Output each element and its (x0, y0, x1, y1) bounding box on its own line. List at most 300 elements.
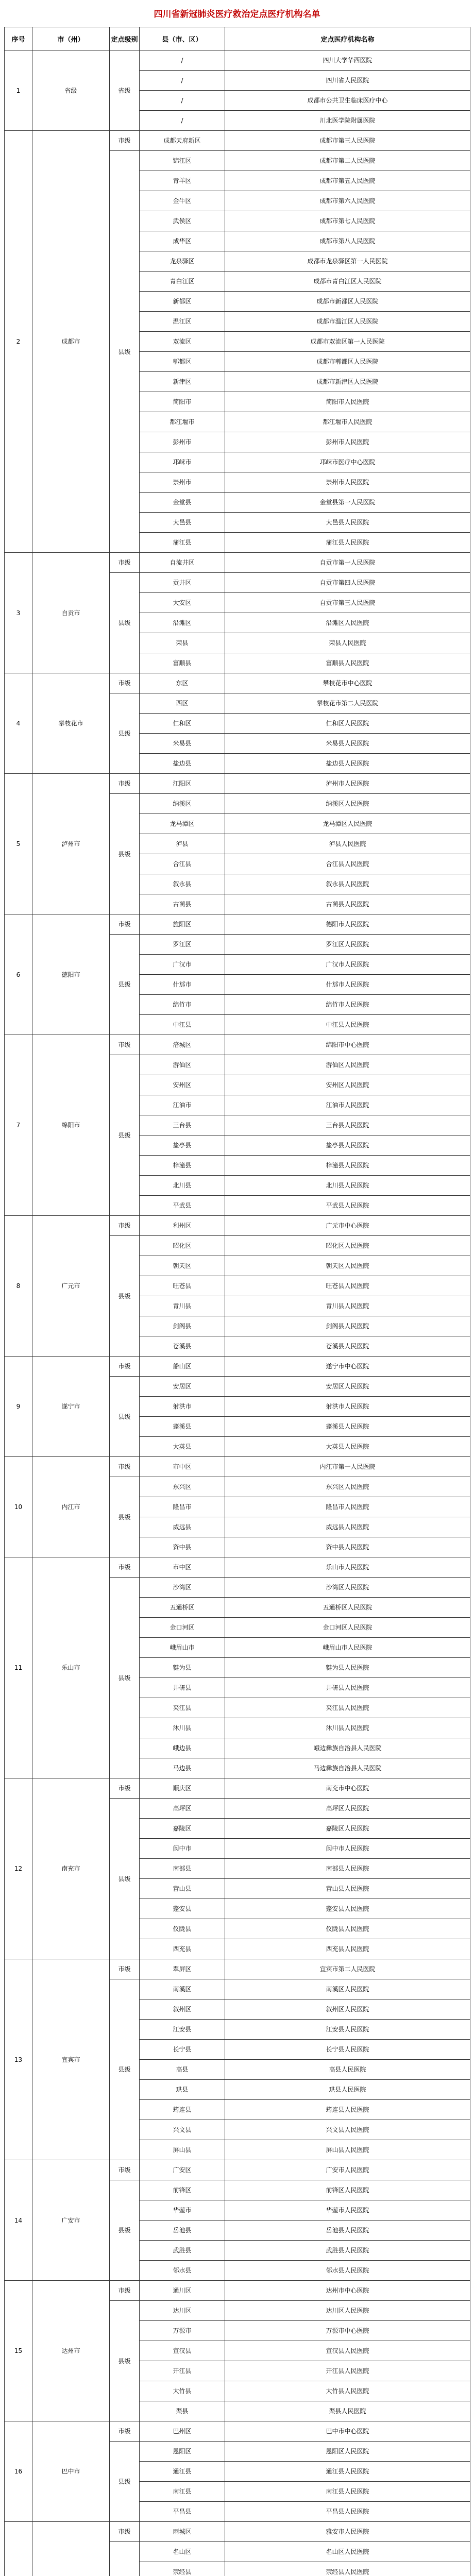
level-cell-text: 市级 (118, 1785, 131, 1792)
district-cell-text: 彭州市 (173, 438, 192, 446)
hospital-cell (225, 1658, 470, 1678)
hospital-cell-text: 合江县人民医院 (326, 860, 369, 868)
hospital-cell (225, 1075, 470, 1095)
hospital-table-container (4, 27, 470, 2576)
level-cell (110, 2542, 140, 2576)
hospital-cell-text: 岳池县人民医院 (326, 2227, 369, 2234)
hospital-cell (225, 1115, 470, 1136)
district-cell-text: 青白江区 (170, 278, 195, 285)
district-cell-text: 游仙区 (173, 1061, 192, 1069)
district-cell (140, 1397, 225, 1417)
district-cell-text: 旌阳区 (173, 921, 192, 928)
hospital-cell-text: 成都市公共卫生临床医疗中心 (307, 97, 388, 104)
hospital-cell (225, 2281, 470, 2301)
row-number-cell (5, 774, 32, 914)
level-cell (110, 2160, 140, 2180)
district-cell (140, 352, 225, 372)
hospital-cell (225, 2482, 470, 2502)
district-cell-text: 平昌县 (173, 2508, 192, 2515)
row-number-cell-text: 14 (14, 2216, 23, 2224)
district-cell (140, 2200, 225, 2221)
row-number-cell-text: 11 (14, 1664, 23, 1671)
district-cell-text: 隆昌市 (173, 1503, 192, 1511)
hospital-cell (225, 874, 470, 894)
level-cell-text: 县级 (118, 730, 131, 737)
level-cell-text: 县级 (118, 1513, 131, 1521)
district-cell (140, 1517, 225, 1537)
district-cell-text: 双流区 (173, 338, 192, 345)
district-cell-text: 沙湾区 (173, 1584, 192, 1591)
district-cell-text: 新津区 (173, 378, 192, 385)
level-cell-text: 市级 (118, 1222, 131, 1229)
district-cell (140, 754, 225, 774)
district-cell-text: / (181, 117, 183, 124)
district-cell (140, 573, 225, 593)
hospital-cell-text: 资中县人民医院 (326, 1544, 369, 1551)
city-cell (32, 1457, 110, 1557)
level-cell-text: 市级 (118, 2287, 131, 2294)
city-cell (32, 1216, 110, 1357)
hospital-cell-text: 南部县人民医院 (326, 1865, 369, 1872)
district-cell-text: 涪城区 (173, 1041, 192, 1048)
city-cell (32, 2421, 110, 2522)
district-cell-text: 安居区 (173, 1383, 192, 1390)
hospital-cell-text: 泸县人民医院 (329, 840, 366, 848)
district-cell (140, 1216, 225, 1236)
hospital-cell (225, 1397, 470, 1417)
city-cell-text: 南充市 (61, 1865, 80, 1872)
table-row (5, 774, 470, 794)
district-cell-text: 宣汉县 (173, 2347, 192, 2354)
hospital-cell (225, 1316, 470, 1336)
district-cell-text: 五通桥区 (170, 1604, 195, 1611)
district-cell (140, 894, 225, 914)
district-cell (140, 1075, 225, 1095)
district-cell (140, 1999, 225, 2020)
hospital-cell (225, 2421, 470, 2442)
district-cell-text: 苍溪县 (173, 1343, 192, 1350)
district-cell-text: 射洪市 (173, 1403, 192, 1410)
district-cell (140, 2482, 225, 2502)
hospital-cell-text: 邻水县人民医院 (326, 2267, 369, 2274)
hospital-cell-text: 罗江区人民医院 (326, 941, 369, 948)
row-number-cell-text: 3 (16, 609, 21, 617)
district-cell-text: 船山区 (173, 1363, 192, 1370)
hospital-cell (225, 251, 470, 272)
district-cell (140, 111, 225, 131)
district-cell (140, 2221, 225, 2241)
hospital-cell (225, 1758, 470, 1778)
district-cell (140, 2100, 225, 2120)
district-cell (140, 2522, 225, 2542)
district-cell-text: 东兴区 (173, 1483, 192, 1490)
district-cell-text: 江油市 (173, 1101, 192, 1109)
hospital-cell (225, 935, 470, 955)
district-cell-text: 青羊区 (173, 177, 192, 184)
district-cell-text: 龙马潭区 (170, 820, 195, 827)
hospital-cell (225, 513, 470, 533)
level-cell (110, 1216, 140, 1236)
level-cell-text: 市级 (118, 137, 131, 144)
district-cell (140, 1899, 225, 1919)
hospital-cell (225, 955, 470, 975)
district-cell (140, 2421, 225, 2442)
hospital-cell (225, 432, 470, 452)
district-cell-text: 沐川县 (173, 1724, 192, 1732)
district-cell (140, 1156, 225, 1176)
table-row (5, 2522, 470, 2542)
hospital-cell-text: 宣汉县人民医院 (326, 2347, 369, 2354)
row-number-cell (5, 914, 32, 1035)
district-cell (140, 633, 225, 653)
district-cell-text: 马边县 (173, 1765, 192, 1772)
hospital-cell-text: 简阳市人民医院 (326, 398, 369, 405)
hospital-cell (225, 2462, 470, 2482)
hospital-cell (225, 1999, 470, 2020)
district-cell (140, 2401, 225, 2421)
district-cell (140, 151, 225, 171)
district-cell (140, 834, 225, 854)
district-cell-text: 市中区 (173, 1564, 192, 1571)
row-number-cell-text: 5 (16, 840, 21, 848)
district-cell (140, 2120, 225, 2140)
hospital-cell-text: 夹江县人民医院 (326, 1704, 369, 1711)
hospital-cell-text: 峨眉山市人民医院 (323, 1644, 373, 1651)
hospital-cell-text: 什邡市人民医院 (326, 981, 369, 988)
hospital-cell (225, 2361, 470, 2381)
district-cell (140, 794, 225, 814)
row-number-cell-text: 15 (14, 2347, 23, 2354)
district-cell-text: 蓬安县 (173, 1905, 192, 1912)
hospital-cell (225, 1899, 470, 1919)
hospital-cell (225, 1517, 470, 1537)
district-cell (140, 251, 225, 272)
district-cell (140, 1839, 225, 1859)
district-cell-text: 绵竹市 (173, 1001, 192, 1008)
city-cell (32, 1557, 110, 1778)
hospital-cell-text: 成都市新津区人民医院 (316, 378, 379, 385)
district-cell (140, 2241, 225, 2261)
hospital-cell-text: 苍溪县人民医院 (326, 1343, 369, 1350)
table-row (5, 1778, 470, 1799)
district-cell (140, 1477, 225, 1497)
hospital-cell-text: 前锋区人民医院 (326, 2187, 369, 2194)
hospital-cell-text: 绵竹市人民医院 (326, 1001, 369, 1008)
hospital-cell (225, 131, 470, 151)
district-cell (140, 995, 225, 1015)
hospital-cell-text: 朝天区人民医院 (326, 1262, 369, 1269)
district-cell (140, 1457, 225, 1477)
district-cell (140, 2462, 225, 2482)
hospital-cell-text: 巴中市中心医院 (326, 2428, 369, 2435)
district-cell (140, 2261, 225, 2281)
hospital-cell-text: 井研县人民医院 (326, 1684, 369, 1691)
hospital-cell-text: 大邑县人民医院 (326, 519, 369, 526)
level-cell (110, 2442, 140, 2522)
hospital-cell (225, 1718, 470, 1738)
city-cell (32, 1357, 110, 1457)
level-cell-text: 县级 (118, 2478, 131, 2485)
level-cell-text: 县级 (118, 2227, 131, 2234)
district-cell-text: 大英县 (173, 1443, 192, 1450)
row-number-cell-text: 12 (14, 1865, 23, 1872)
hospital-cell-text: 嘉陵区人民医院 (326, 1825, 369, 1832)
hospital-cell (225, 1236, 470, 1256)
hospital-cell-text: 大英县人民医院 (326, 1443, 369, 1450)
level-cell (110, 693, 140, 774)
district-cell (140, 1879, 225, 1899)
hospital-cell-text: 珙县人民医院 (329, 2086, 366, 2093)
hospital-cell-text: 长宁县人民医院 (326, 2046, 369, 2053)
district-cell-text: 梓潼县 (173, 1162, 192, 1169)
district-cell (140, 1758, 225, 1778)
hospital-cell-text: 南江县人民医院 (326, 2488, 369, 2495)
row-number-cell-text: 16 (14, 2468, 23, 2475)
hospital-cell-text: 成都市第二人民医院 (319, 157, 376, 164)
city-cell-text: 自贡市 (61, 609, 80, 617)
hospital-cell-text: 通江县人民医院 (326, 2468, 369, 2475)
district-cell (140, 1055, 225, 1075)
hospital-cell-text: 高县人民医院 (329, 2066, 366, 2073)
hospital-cell-text: 叙州区人民医院 (326, 2006, 369, 2013)
hospital-cell-text: 自贡市第三人民医院 (319, 599, 376, 606)
hospital-cell (225, 352, 470, 372)
hospital-cell (225, 1256, 470, 1276)
district-cell (140, 1336, 225, 1357)
level-cell (110, 2301, 140, 2421)
district-cell (140, 1276, 225, 1296)
hospital-cell-text: 自贡市第一人民医院 (319, 559, 376, 566)
hospital-cell-text: 兴文县人民医院 (326, 2126, 369, 2133)
hospital-cell-text: 筠连县人民医院 (326, 2106, 369, 2113)
district-cell (140, 1377, 225, 1397)
district-cell (140, 1196, 225, 1216)
hospital-cell (225, 50, 470, 71)
hospital-cell (225, 653, 470, 673)
level-cell-text: 市级 (118, 2428, 131, 2435)
district-cell (140, 2502, 225, 2522)
district-cell-text: 富顺县 (173, 659, 192, 667)
district-cell (140, 613, 225, 633)
district-cell (140, 533, 225, 553)
district-cell (140, 312, 225, 332)
hospital-cell (225, 1055, 470, 1075)
hospital-cell-text: 成都市第八人民医院 (319, 238, 376, 245)
row-number-cell-text: 9 (16, 1403, 21, 1410)
city-cell (32, 50, 110, 131)
hospital-cell-text: 万源市中心医院 (326, 2327, 369, 2334)
district-cell (140, 714, 225, 734)
hospital-cell-text: 三台县人民医院 (326, 1122, 369, 1129)
hospital-cell-text: 营山县人民医院 (326, 1885, 369, 1892)
hospital-cell (225, 1196, 470, 1216)
district-cell-text: 夹江县 (173, 1704, 192, 1711)
row-number-cell (5, 131, 32, 553)
hospital-cell (225, 151, 470, 171)
district-cell-text: 安州区 (173, 1081, 192, 1089)
table-row (5, 2421, 470, 2442)
district-cell (140, 1979, 225, 1999)
hospital-cell-text: 平昌县人民医院 (326, 2508, 369, 2515)
district-cell (140, 2160, 225, 2180)
hospital-cell (225, 1859, 470, 1879)
district-cell (140, 1256, 225, 1276)
row-number-cell (5, 2421, 32, 2522)
city-cell-text: 宜宾市 (61, 2056, 80, 2063)
hospital-cell-text: 中江县人民医院 (326, 1021, 369, 1028)
district-cell (140, 1799, 225, 1819)
hospital-cell-text: 成都市第五人民医院 (319, 177, 376, 184)
hospital-cell-text: 金口河区人民医院 (323, 1624, 373, 1631)
column-header-district: 县（市、区） (140, 27, 225, 50)
level-cell (110, 673, 140, 693)
city-cell-text: 遂宁市 (61, 1403, 80, 1410)
district-cell (140, 2381, 225, 2401)
hospital-cell (225, 1457, 470, 1477)
district-cell-text: 高县 (176, 2066, 189, 2073)
hospital-cell (225, 1216, 470, 1236)
hospital-cell (225, 1156, 470, 1176)
hospital-cell-text: 大竹县人民医院 (326, 2387, 369, 2395)
hospital-cell-text: 蓬安县人民医院 (326, 1905, 369, 1912)
hospital-cell-text: 江安县人民医院 (326, 2026, 369, 2033)
row-number-cell (5, 1959, 32, 2160)
district-cell-text: 金堂县 (173, 499, 192, 506)
district-cell-text: 泸县 (176, 840, 189, 848)
district-cell (140, 1718, 225, 1738)
district-cell (140, 1357, 225, 1377)
district-cell-text: 简阳市 (173, 398, 192, 405)
level-cell (110, 1035, 140, 1055)
district-cell (140, 412, 225, 432)
district-cell-text: 大竹县 (173, 2387, 192, 2395)
level-cell (110, 914, 140, 935)
row-number-cell-text: 6 (16, 971, 21, 978)
district-cell-text: 叙州区 (173, 2006, 192, 2013)
district-cell (140, 2040, 225, 2060)
district-cell (140, 1578, 225, 1598)
district-cell-text: 旺苍县 (173, 1282, 192, 1290)
hospital-cell (225, 1939, 470, 1959)
level-cell (110, 1357, 140, 1377)
district-cell-text: 渠县 (176, 2408, 189, 2415)
hospital-cell (225, 1497, 470, 1517)
level-cell (110, 131, 140, 151)
district-cell-text: 纳溪区 (173, 800, 192, 807)
hospital-cell (225, 975, 470, 995)
city-cell-text: 省级 (64, 87, 77, 94)
city-cell-text: 内江市 (61, 1503, 80, 1511)
district-cell-text: 金牛区 (173, 197, 192, 205)
table-row (5, 1035, 470, 1055)
level-cell (110, 1778, 140, 1799)
column-header-number: 序号 (5, 27, 32, 50)
district-cell (140, 50, 225, 71)
city-cell (32, 914, 110, 1035)
hospital-cell (225, 794, 470, 814)
district-cell-text: 仁和区 (173, 720, 192, 727)
column-header-hospital: 定点医疗机构名称 (225, 27, 470, 50)
hospital-cell-text: 盐边县人民医院 (326, 760, 369, 767)
hospital-cell (225, 1557, 470, 1578)
district-cell-text: 巴州区 (173, 2428, 192, 2435)
city-cell (32, 1778, 110, 1959)
table-row (5, 1959, 470, 1979)
hospital-cell-text: 自贡市第四人民医院 (319, 579, 376, 586)
table-row (5, 1457, 470, 1477)
hospital-cell-text: 恩阳区人民医院 (326, 2448, 369, 2455)
hospital-cell (225, 1437, 470, 1457)
hospital-cell-text: 安居区人民医院 (326, 1383, 369, 1390)
district-cell-text: 罗江区 (173, 941, 192, 948)
hospital-cell-text: 泸州市人民医院 (326, 780, 369, 787)
district-cell-text: 西区 (176, 700, 189, 707)
district-cell (140, 593, 225, 613)
district-cell (140, 1959, 225, 1979)
district-cell-text: 南江县 (173, 2488, 192, 2495)
district-cell-text: 筠连县 (173, 2106, 192, 2113)
row-number-cell (5, 2160, 32, 2281)
row-number-cell (5, 553, 32, 673)
row-number-cell (5, 1557, 32, 1778)
level-cell (110, 774, 140, 794)
column-header-city: 市（州） (32, 27, 110, 50)
district-cell-text: 大安区 (173, 599, 192, 606)
row-number-cell (5, 50, 32, 131)
hospital-cell (225, 2562, 470, 2576)
level-cell-text: 市级 (118, 2528, 131, 2535)
hospital-cell (225, 1959, 470, 1979)
hospital-cell-text: 米易县人民医院 (326, 740, 369, 747)
hospital-cell-text: 梓潼县人民医院 (326, 1162, 369, 1169)
district-cell (140, 1939, 225, 1959)
district-cell-text: 古蔺县 (173, 901, 192, 908)
district-cell-text: 都江堰市 (170, 418, 195, 426)
district-cell-text: 顺庆区 (173, 1785, 192, 1792)
hospital-cell (225, 111, 470, 131)
hospital-cell (225, 1357, 470, 1377)
hospital-cell-text: 蓬溪县人民医院 (326, 1423, 369, 1430)
row-number-cell-text: 4 (16, 720, 21, 727)
hospital-cell-text: 崇州市人民医院 (326, 479, 369, 486)
hospital-cell (225, 1799, 470, 1819)
row-number-cell-text: 10 (14, 1503, 23, 1511)
level-cell-text: 县级 (118, 1292, 131, 1300)
city-cell-text: 乐山市 (61, 1664, 80, 1671)
table-row (5, 1557, 470, 1578)
hospital-cell-text: 昭化区人民医院 (326, 1242, 369, 1249)
city-cell-text: 德阳市 (61, 971, 80, 978)
district-cell (140, 1819, 225, 1839)
hospital-cell-text: 南溪区人民医院 (326, 1986, 369, 1993)
hospital-cell-text: 旺苍县人民医院 (326, 1282, 369, 1290)
district-cell (140, 1236, 225, 1256)
district-cell (140, 975, 225, 995)
hospital-cell-text: 成都市双流区第一人民医院 (310, 338, 385, 345)
table-row (5, 2281, 470, 2301)
hospital-cell (225, 2221, 470, 2241)
district-cell (140, 1176, 225, 1196)
hospital-cell (225, 2180, 470, 2200)
district-cell-text: 蒲江县 (173, 539, 192, 546)
hospital-cell-text: 成都市青白江区人民医院 (313, 278, 382, 285)
district-cell-text: 北川县 (173, 1182, 192, 1189)
level-cell-text: 市级 (118, 1564, 131, 1571)
hospital-cell (225, 2241, 470, 2261)
district-cell (140, 1115, 225, 1136)
district-cell-text: 三台县 (173, 1122, 192, 1129)
hospital-cell (225, 2020, 470, 2040)
